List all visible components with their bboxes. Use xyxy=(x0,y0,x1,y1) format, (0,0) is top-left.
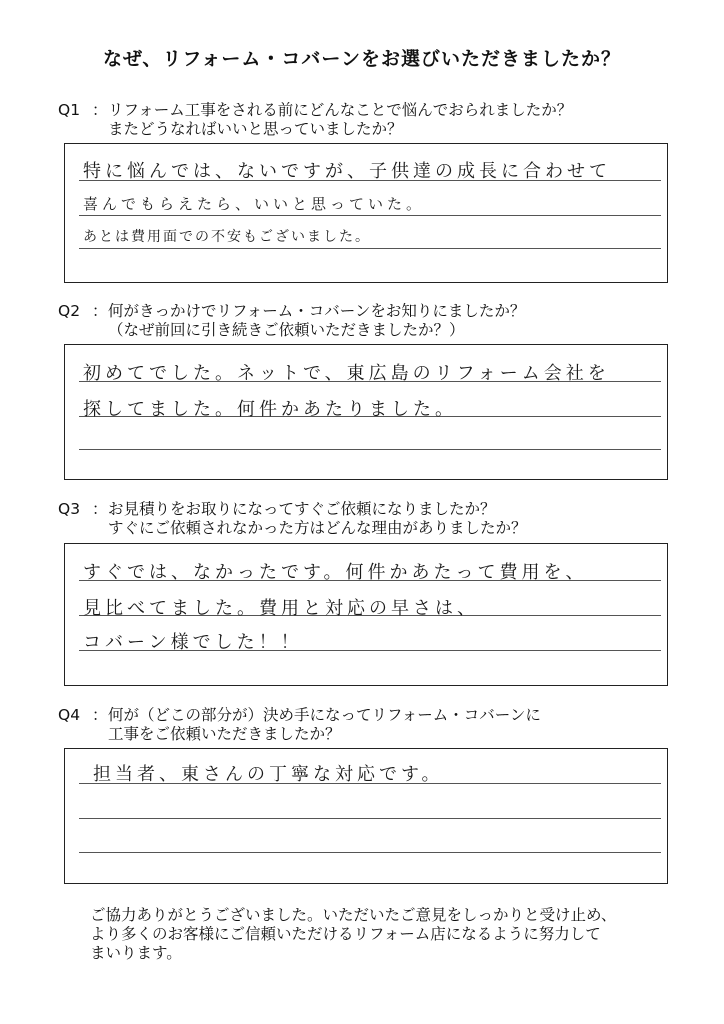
question-label: Q3 xyxy=(58,500,81,518)
question-colon: ： xyxy=(92,302,108,320)
answer-line: あとは費用面での不安もございました。 xyxy=(83,229,371,245)
question-text: （なぜ前回に引き続きご依頼いただきましたか？） xyxy=(108,321,465,339)
answer-line: 特に悩んでは、ないですが、子供達の成長に合わせて xyxy=(83,161,611,182)
question-colon: ： xyxy=(92,500,108,518)
question-colon: ： xyxy=(92,101,108,119)
question-text: すぐにご依頼されなかった方はどんな理由がありましたか？ xyxy=(108,519,527,537)
closing-message xyxy=(90,906,616,963)
question-label: Q4 xyxy=(58,706,81,724)
answer-line: 探してました。何件かあたりました。 xyxy=(83,399,457,420)
answer-box-2 xyxy=(64,344,668,480)
ruled-line xyxy=(79,449,661,450)
closing-line: より多くのお客様にご信頼いただけるリフォーム店になるように努力して xyxy=(90,925,601,943)
ruled-line xyxy=(79,852,661,853)
ruled-line xyxy=(79,215,661,216)
page-title: なぜ、リフォーム・コバーンをお選びいただきましたか？ xyxy=(102,48,622,70)
ruled-line xyxy=(79,818,661,819)
question-colon: ： xyxy=(92,706,108,724)
answer-box-1 xyxy=(64,143,668,283)
answer-line: 初めてでした。ネットで、東広島のリフォーム会社を xyxy=(83,363,610,384)
question-label: Q2 xyxy=(58,302,81,320)
question-text: 何が（どこの部分が）決め手になってリフォーム・コバーンに xyxy=(108,706,541,724)
answer-box-3 xyxy=(64,543,668,686)
question-label: Q1 xyxy=(58,101,81,119)
closing-line: ご協力ありがとうございました。いただいたご意見をしっかりと受け止め、 xyxy=(90,906,617,924)
ruled-line xyxy=(79,248,661,249)
answer-line: すぐでは、なかったです。何件かあたって費用を、 xyxy=(83,562,588,583)
answer-box-4 xyxy=(64,748,668,884)
question-text: 工事をご依頼いただきましたか？ xyxy=(108,725,341,743)
question-text: リフォーム工事をされる前にどんなことで悩んでおられましたか？ xyxy=(108,101,573,119)
closing-line: まいります。 xyxy=(90,944,182,962)
question-text: またどうなればいいと思っていましたか？ xyxy=(108,120,403,138)
answer-line: 担当者、東さんの丁寧な対応です。 xyxy=(93,764,444,785)
answer-line: コバーン様でした！！ xyxy=(83,632,303,653)
answer-line: 喜んでもらえたら、いいと思っていた。 xyxy=(83,195,426,213)
question-text: 何がきっかけでリフォーム・コバーンをお知りにましたか？ xyxy=(108,302,526,320)
answer-line: 見比べてました。費用と対応の早さは、 xyxy=(83,598,479,619)
question-text: お見積りをお取りになってすぐご依頼になりましたか？ xyxy=(108,500,496,518)
